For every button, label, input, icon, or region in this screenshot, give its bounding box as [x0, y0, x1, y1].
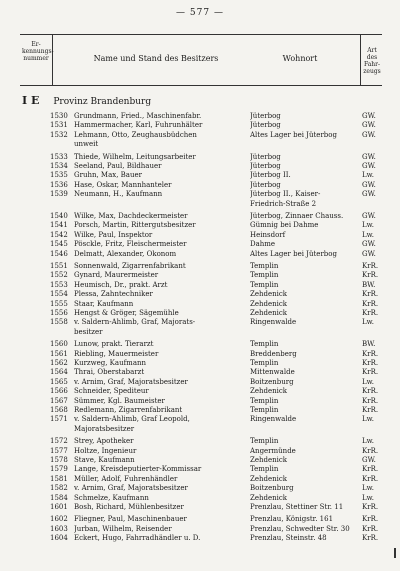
entry-number: 1539 — [50, 190, 68, 199]
residence: Templin — [250, 437, 279, 446]
entry-number: 1541 — [50, 221, 68, 230]
vehicle-type: KrR. — [362, 406, 379, 414]
owner-name: Redlemann, Zigarrenfabrikant — [74, 406, 183, 414]
entry-number: 1536 — [50, 180, 68, 189]
owner-name: Riebling, Mauermeister — [74, 349, 159, 358]
residence: Templin — [250, 465, 279, 474]
entry-number: 1602 — [50, 515, 68, 524]
residence: Friedrich-Straße 2 — [250, 199, 317, 208]
entry-number: 1604 — [50, 534, 68, 543]
owner-name: Jurban, Wilhelm, Reisender — [74, 524, 172, 533]
table-row — [0, 340, 400, 349]
residence: Templin — [250, 406, 279, 414]
residence: Boitzenburg — [250, 484, 294, 493]
owner-name: Lunow, prakt. Tierarzt — [74, 340, 154, 349]
table-row — [0, 121, 400, 130]
residence: Jüterbog, Zinnaer Chauss. — [250, 212, 344, 220]
residence: Zehdenick — [250, 474, 288, 483]
table-row — [0, 447, 400, 456]
table-row — [0, 162, 400, 171]
residence: Mittenwalde — [250, 368, 295, 377]
residence: Jüterbog II. — [250, 171, 291, 180]
residence: Zehdenick — [250, 387, 288, 396]
header-number: Er-kennungs-nummer — [22, 41, 54, 62]
owner-name: Majoratsbesitzer — [74, 424, 135, 433]
table-row — [0, 425, 400, 434]
vehicle-type: GW. — [362, 152, 376, 161]
residence: Templin — [250, 340, 279, 349]
table-row — [0, 534, 400, 543]
residence: Zehdenick — [250, 309, 288, 317]
owner-name: Wilke, Paul, Inspektor — [74, 230, 153, 239]
vehicle-type: KrR. — [362, 299, 379, 308]
residence: Templin — [250, 271, 279, 280]
owner-name: unweit — [74, 140, 99, 149]
vehicle-type: KrR. — [362, 474, 379, 483]
owner-name: Grundmann, Fried., Maschinenfabr. — [74, 112, 202, 120]
table-row — [0, 212, 400, 221]
entry-number: 1565 — [50, 377, 68, 386]
owner-name: Eckert, Hugo, Fahrradhändler u. D. — [74, 534, 201, 543]
residence: Dahme — [250, 240, 276, 249]
entry-number: 1552 — [50, 271, 68, 280]
entry-number: 1577 — [50, 446, 68, 455]
residence: Zehdenick — [250, 456, 288, 464]
table-row — [0, 387, 400, 396]
owner-name: Stave, Kaufmann — [74, 456, 135, 464]
table-row — [0, 415, 400, 424]
owner-name: Fliegner, Paul, Maschinenbauer — [74, 515, 187, 524]
entry-number: 1581 — [50, 474, 68, 483]
table-row — [0, 437, 400, 446]
owner-name: Seeland, Paul, Bildhauer — [74, 162, 162, 170]
vehicle-type: KrR. — [362, 534, 379, 543]
residence: Boitzenburg — [250, 377, 294, 386]
vehicle-type: Lw. — [362, 230, 375, 239]
vehicle-type: Lw. — [362, 493, 375, 502]
table-row — [0, 525, 400, 534]
entry-number: 1551 — [50, 262, 68, 270]
section-title: Provinz Brandenburg — [53, 97, 152, 107]
table-row — [0, 318, 400, 327]
owner-name: Sonnenwald, Zigarrenfabrikant — [74, 262, 186, 270]
vehicle-type: Lw. — [362, 221, 375, 230]
entry-number: 1558 — [50, 318, 68, 327]
residence: Jüterbog — [250, 112, 281, 120]
owner-name: Müller, Adolf, Fuhrenhändler — [74, 474, 178, 483]
residence: Jüterbog — [250, 152, 281, 161]
owner-name: v. Arnim, Graf, Majoratsbesitzer — [74, 484, 188, 493]
entry-number: 1561 — [50, 349, 68, 358]
margin-mark — [394, 548, 396, 558]
table-row — [0, 494, 400, 503]
header-owner: Name und Stand des Besitzers — [93, 54, 219, 63]
residence: Altes Lager bei Jüterbog — [250, 249, 337, 258]
entry-number: 1572 — [50, 437, 68, 446]
table-row — [0, 359, 400, 368]
entry-number: 1567 — [50, 396, 68, 405]
entry-number: 1578 — [50, 456, 68, 464]
vehicle-type: KrR. — [362, 465, 379, 474]
owner-name: Delmatt, Alexander, Ökonom — [74, 249, 177, 258]
table-row — [0, 131, 400, 140]
table-row — [0, 368, 400, 377]
table-row — [0, 240, 400, 249]
entry-number: 1562 — [50, 359, 68, 367]
owner-name: Strey, Apotheker — [74, 437, 134, 446]
entry-number: 1531 — [50, 121, 68, 130]
residence: Templin — [250, 396, 279, 405]
entry-number: 1530 — [50, 112, 68, 120]
entry-number: 1535 — [50, 171, 68, 180]
owner-name: Gruhn, Max, Bauer — [74, 171, 142, 180]
residence: Templin — [250, 262, 279, 270]
table-row — [0, 456, 400, 465]
residence: Jüterbog — [250, 180, 281, 189]
entry-number: 1571 — [50, 415, 68, 424]
entry-number: 1540 — [50, 212, 68, 220]
vehicle-type: KrR. — [362, 271, 379, 280]
owner-name: Thiede, Wilhelm, Leitungsarbeiter — [74, 152, 196, 161]
residence: Ringenwalde — [250, 415, 297, 424]
header-divider — [360, 35, 361, 85]
section-code: I E — [22, 94, 40, 107]
vehicle-type: GW. — [362, 249, 376, 258]
owner-name: Holtze, Ingenieur — [74, 446, 137, 455]
residence: Jüterbog — [250, 162, 281, 170]
vehicle-type: GW. — [362, 456, 376, 464]
entry-number: 1584 — [50, 493, 68, 502]
vehicle-type: KrR. — [362, 309, 379, 317]
table-row — [0, 515, 400, 524]
table-row — [0, 397, 400, 406]
table-row — [0, 465, 400, 474]
owner-name: Neumann, H., Kaufmann — [74, 190, 163, 199]
vehicle-type: KrR. — [362, 290, 379, 299]
vehicle-type: GW. — [362, 121, 376, 130]
table-row — [0, 484, 400, 493]
residence: Prenzlau, Stettiner Str. 11 — [250, 503, 344, 511]
entry-number: 1566 — [50, 387, 68, 396]
residence: Prenzlau, Schwedter Str. 30 — [250, 524, 350, 533]
entry-number: 1545 — [50, 240, 68, 249]
entry-number: 1546 — [50, 249, 68, 258]
vehicle-type: KrR. — [362, 515, 379, 524]
owner-name: Schmelze, Kaufmann — [74, 493, 149, 502]
owner-name: Lehmann, Otto, Zeughausbüdchen — [74, 130, 197, 139]
entry-number: 1603 — [50, 524, 68, 533]
residence: Gümnig bei Dahme — [250, 221, 319, 230]
vehicle-type: Lw. — [362, 415, 375, 424]
owner-name: Hase, Oskar, Mannhanteler — [74, 180, 172, 189]
page-number: — 577 — — [176, 8, 224, 18]
header-vehicle-type: Art des Fahr-zeugs — [363, 47, 381, 75]
section-heading — [22, 94, 151, 107]
entry-number: 1532 — [50, 130, 68, 139]
vehicle-type: GW. — [362, 162, 376, 170]
table-row — [0, 300, 400, 309]
entry-number: 1553 — [50, 280, 68, 289]
table-row — [0, 475, 400, 484]
table-row — [0, 271, 400, 280]
table-row — [0, 281, 400, 290]
residence: Templin — [250, 359, 279, 367]
residence: Zehdenick — [250, 290, 288, 299]
table-row — [0, 112, 400, 121]
table-row — [0, 406, 400, 415]
vehicle-type: KrR. — [362, 524, 379, 533]
table-row — [0, 200, 400, 209]
owner-name: Hammermacher, Karl, Fuhrunhälter — [74, 121, 203, 130]
table-row — [0, 181, 400, 190]
table-row — [0, 328, 400, 337]
table-row — [0, 503, 400, 512]
table-row — [0, 350, 400, 359]
entry-number: 1601 — [50, 503, 68, 511]
owner-name: Wilke, Max, Dachdeckermeister — [74, 212, 188, 220]
owner-name: Hengst & Gröger, Sägemühle — [74, 309, 179, 317]
vehicle-type: KrR. — [362, 387, 379, 396]
entry-number: 1582 — [50, 484, 68, 493]
vehicle-type: KrR. — [362, 359, 379, 367]
residence: Jüterbog II., Kaiser- — [250, 190, 321, 199]
header-residence: Wohnort — [282, 54, 318, 63]
owner-name: v. Arnim, Graf, Majoratsbesitzer — [74, 377, 188, 386]
table-row — [0, 140, 400, 149]
vehicle-type: KrR. — [362, 503, 379, 511]
residence: Breddenberg — [250, 349, 297, 358]
owner-name: Schneider, Spediteur — [74, 387, 149, 396]
entry-number: 1533 — [50, 152, 68, 161]
table-row — [0, 290, 400, 299]
owner-name: Thrai, Oberstabarzt — [74, 368, 145, 377]
owner-name: Heumisch, Dr., prakt. Arzt — [74, 280, 168, 289]
vehicle-type: GW. — [362, 180, 376, 189]
entry-number: 1534 — [50, 162, 68, 170]
owner-name: v. Saldern-Ahlimb, Graf, Majorats- — [74, 318, 196, 327]
header-divider — [52, 35, 53, 85]
residence: Jüterbog — [250, 121, 281, 130]
owner-name: Gynard, Maurermeister — [74, 271, 159, 280]
entry-number: 1556 — [50, 309, 68, 317]
residence: Prenzlau, Königstr. 161 — [250, 515, 334, 524]
owner-name: Bosh, Richard, Mühlenbesitzer — [74, 503, 184, 511]
entry-number: 1564 — [50, 368, 68, 377]
table-header — [20, 34, 382, 86]
owner-name: Plessa, Zahntechniker — [74, 290, 153, 299]
entry-number: 1554 — [50, 290, 68, 299]
vehicle-type: GW. — [362, 112, 376, 120]
table-row — [0, 378, 400, 387]
table-row — [0, 190, 400, 199]
owner-name: Lange, Kreisdeputierter-Kommissar — [74, 465, 202, 474]
owner-name: besitzer — [74, 327, 103, 336]
owner-name: Staar, Kaufmann — [74, 299, 134, 308]
vehicle-type: GW. — [362, 240, 376, 249]
table-row — [0, 262, 400, 271]
vehicle-type: Lw. — [362, 377, 375, 386]
residence: Prenzlau, Steinstr. 48 — [250, 534, 327, 543]
vehicle-type: GW. — [362, 190, 376, 199]
vehicle-type: Lw. — [362, 171, 375, 180]
owner-name: Porsch, Martin, Rittergutsbesitzer — [74, 221, 196, 230]
residence: Zehdenick — [250, 493, 288, 502]
entry-number: 1542 — [50, 230, 68, 239]
vehicle-type: KrR. — [362, 396, 379, 405]
owner-name: Pösckle, Fritz, Fleischermeister — [74, 240, 187, 249]
vehicle-type: Lw. — [362, 318, 375, 327]
vehicle-type: Lw. — [362, 437, 375, 446]
table-row — [0, 221, 400, 230]
entry-number: 1555 — [50, 299, 68, 308]
residence: Altes Lager bei Jüterbog — [250, 130, 337, 139]
table-row — [0, 171, 400, 180]
table-row — [0, 153, 400, 162]
table-row — [0, 309, 400, 318]
entry-number: 1560 — [50, 340, 68, 349]
entry-number: 1579 — [50, 465, 68, 474]
vehicle-type: KrR. — [362, 446, 379, 455]
vehicle-type: GW. — [362, 130, 376, 139]
residence: Angermünde — [250, 446, 296, 455]
owner-name: Kurzweg, Kaufmann — [74, 359, 147, 367]
residence: Heinsdorf — [250, 230, 286, 239]
entry-number: 1568 — [50, 406, 68, 414]
vehicle-type: KrR. — [362, 349, 379, 358]
residence: Zehdenick — [250, 299, 288, 308]
owner-name: v. Saldern-Ahlimb, Graf Leopold, — [74, 415, 190, 424]
vehicle-type: KrR. — [362, 262, 379, 270]
residence: Templin — [250, 280, 279, 289]
residence: Ringenwalde — [250, 318, 297, 327]
table-row — [0, 231, 400, 240]
vehicle-type: BW. — [362, 280, 376, 289]
vehicle-type: KrR. — [362, 368, 379, 377]
table-row — [0, 250, 400, 259]
vehicle-type: GW. — [362, 212, 376, 220]
owner-name: Sümmer, Kgl. Baumeister — [74, 396, 165, 405]
vehicle-type: Lw. — [362, 484, 375, 493]
vehicle-type: BW. — [362, 340, 376, 349]
